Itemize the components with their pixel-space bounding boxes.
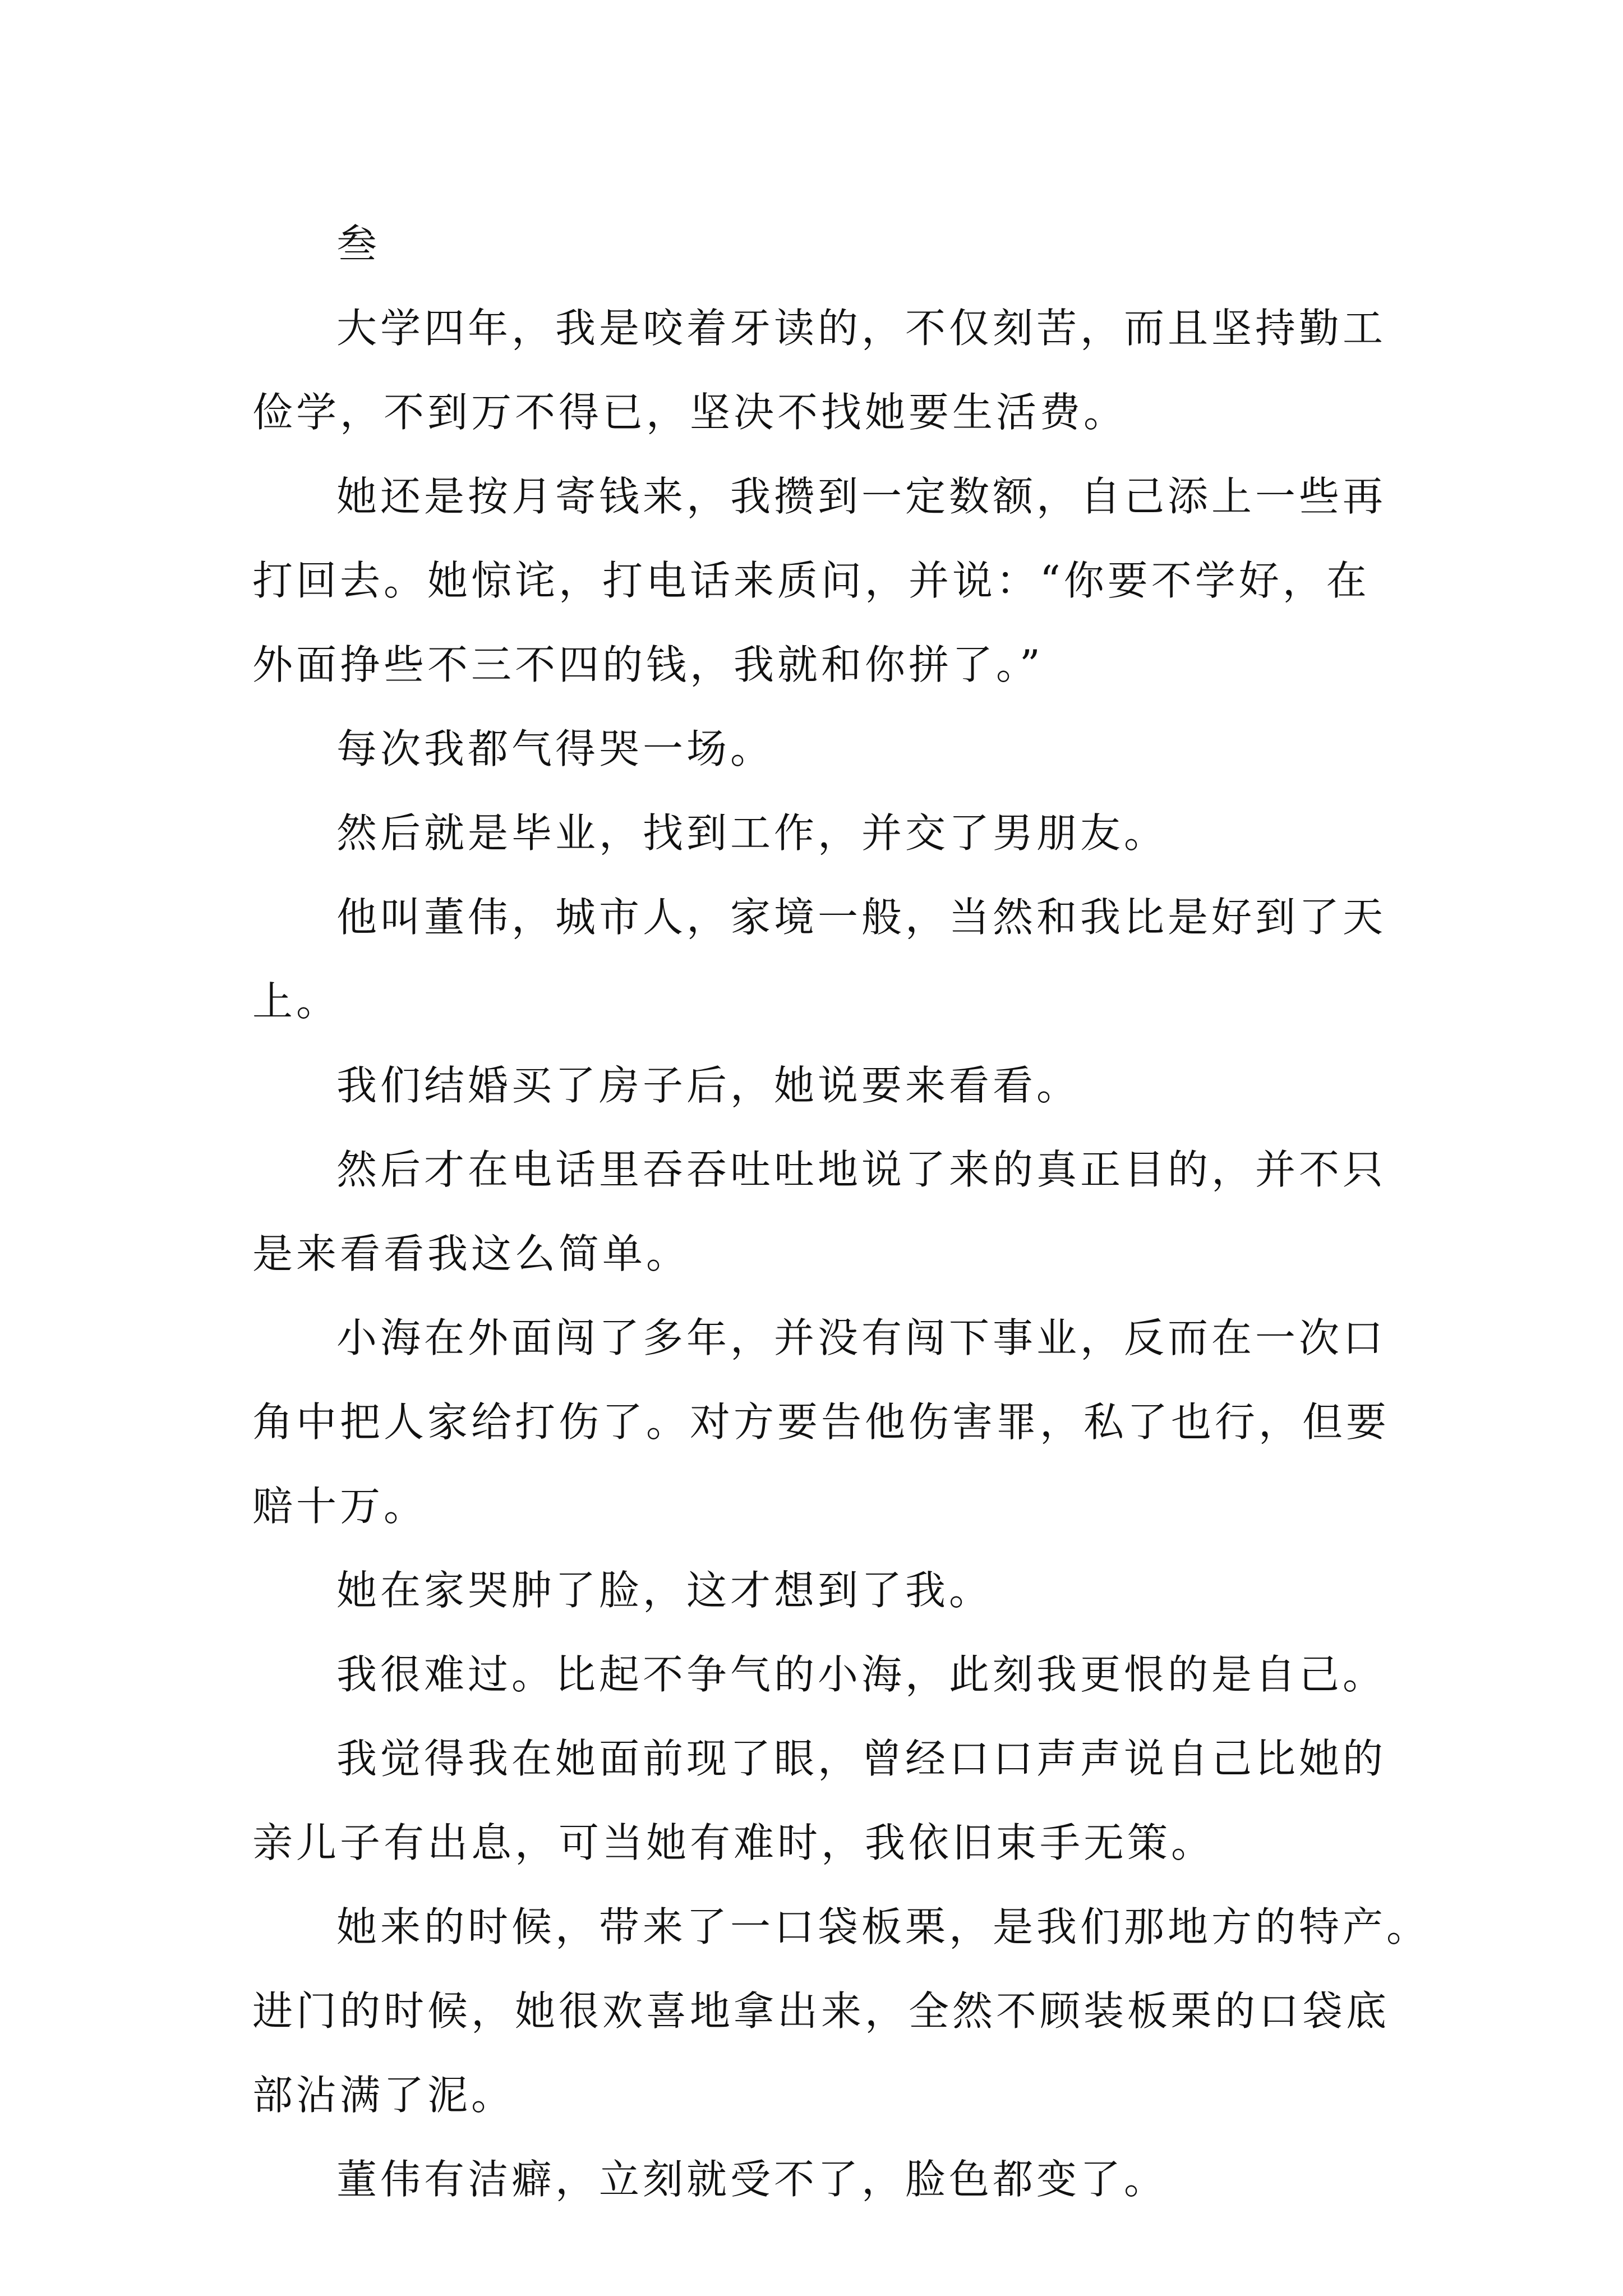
text-line: 她来的时候，带来了一口袋板栗，是我们那地方的特产。 xyxy=(336,1903,1431,1950)
text-line: 亲儿子有出息，可当她有难时，我依旧束手无策。 xyxy=(252,1819,1215,1866)
document-body xyxy=(252,202,1431,2221)
text-line: 大学四年，我是咬着牙读的，不仅刻苦，而且坚持勤工 xyxy=(336,305,1387,352)
text-line: 我觉得我在她面前现了眼，曾经口口声声说自己比她的 xyxy=(336,1735,1387,1782)
text-line: 然后才在电话里吞吞吐吐地说了来的真正目的，并不只 xyxy=(336,1146,1387,1193)
text-line: 打回去。她惊诧，打电话来质问，并说：“你要不学好，在 xyxy=(252,557,1370,604)
text-line: 小海在外面闯了多年，并没有闯下事业，反而在一次口 xyxy=(336,1314,1387,1361)
text-line: 上。 xyxy=(252,978,340,1025)
text-line: 进门的时候，她很欢喜地拿出来，全然不顾装板栗的口袋底 xyxy=(252,1987,1390,2035)
text-line: 然后就是毕业，找到工作，并交了男朋友。 xyxy=(336,809,1168,857)
text-line: 是来看看我这么简单。 xyxy=(252,1230,690,1277)
text-line: 她还是按月寄钱来，我攒到一定数额，自己添上一些再 xyxy=(336,473,1387,520)
text-line: 俭学，不到万不得已，坚决不找她要生活费。 xyxy=(252,389,1128,436)
section-heading: 叁 xyxy=(336,220,381,268)
text-line: 我很难过。比起不争气的小海，此刻我更恨的是自己。 xyxy=(336,1651,1387,1698)
text-line: 赔十万。 xyxy=(252,1483,428,1530)
text-line: 董伟有洁癖，立刻就受不了，脸色都变了。 xyxy=(336,2156,1168,2203)
text-line: 她在家哭肿了脸，这才想到了我。 xyxy=(336,1567,993,1614)
text-line: 他叫董伟，城市人，家境一般，当然和我比是好到了天 xyxy=(336,894,1387,941)
text-line: 角中把人家给打伤了。对方要告他伤害罪，私了也行，但要 xyxy=(252,1398,1390,1446)
text-line: 部沾满了泥。 xyxy=(252,2072,515,2119)
text-line: 我们结婚买了房子后，她说要来看看。 xyxy=(336,1062,1081,1109)
text-line: 外面挣些不三不四的钱，我就和你拼了。” xyxy=(252,641,1044,688)
text-line: 每次我都气得哭一场。 xyxy=(336,725,774,772)
